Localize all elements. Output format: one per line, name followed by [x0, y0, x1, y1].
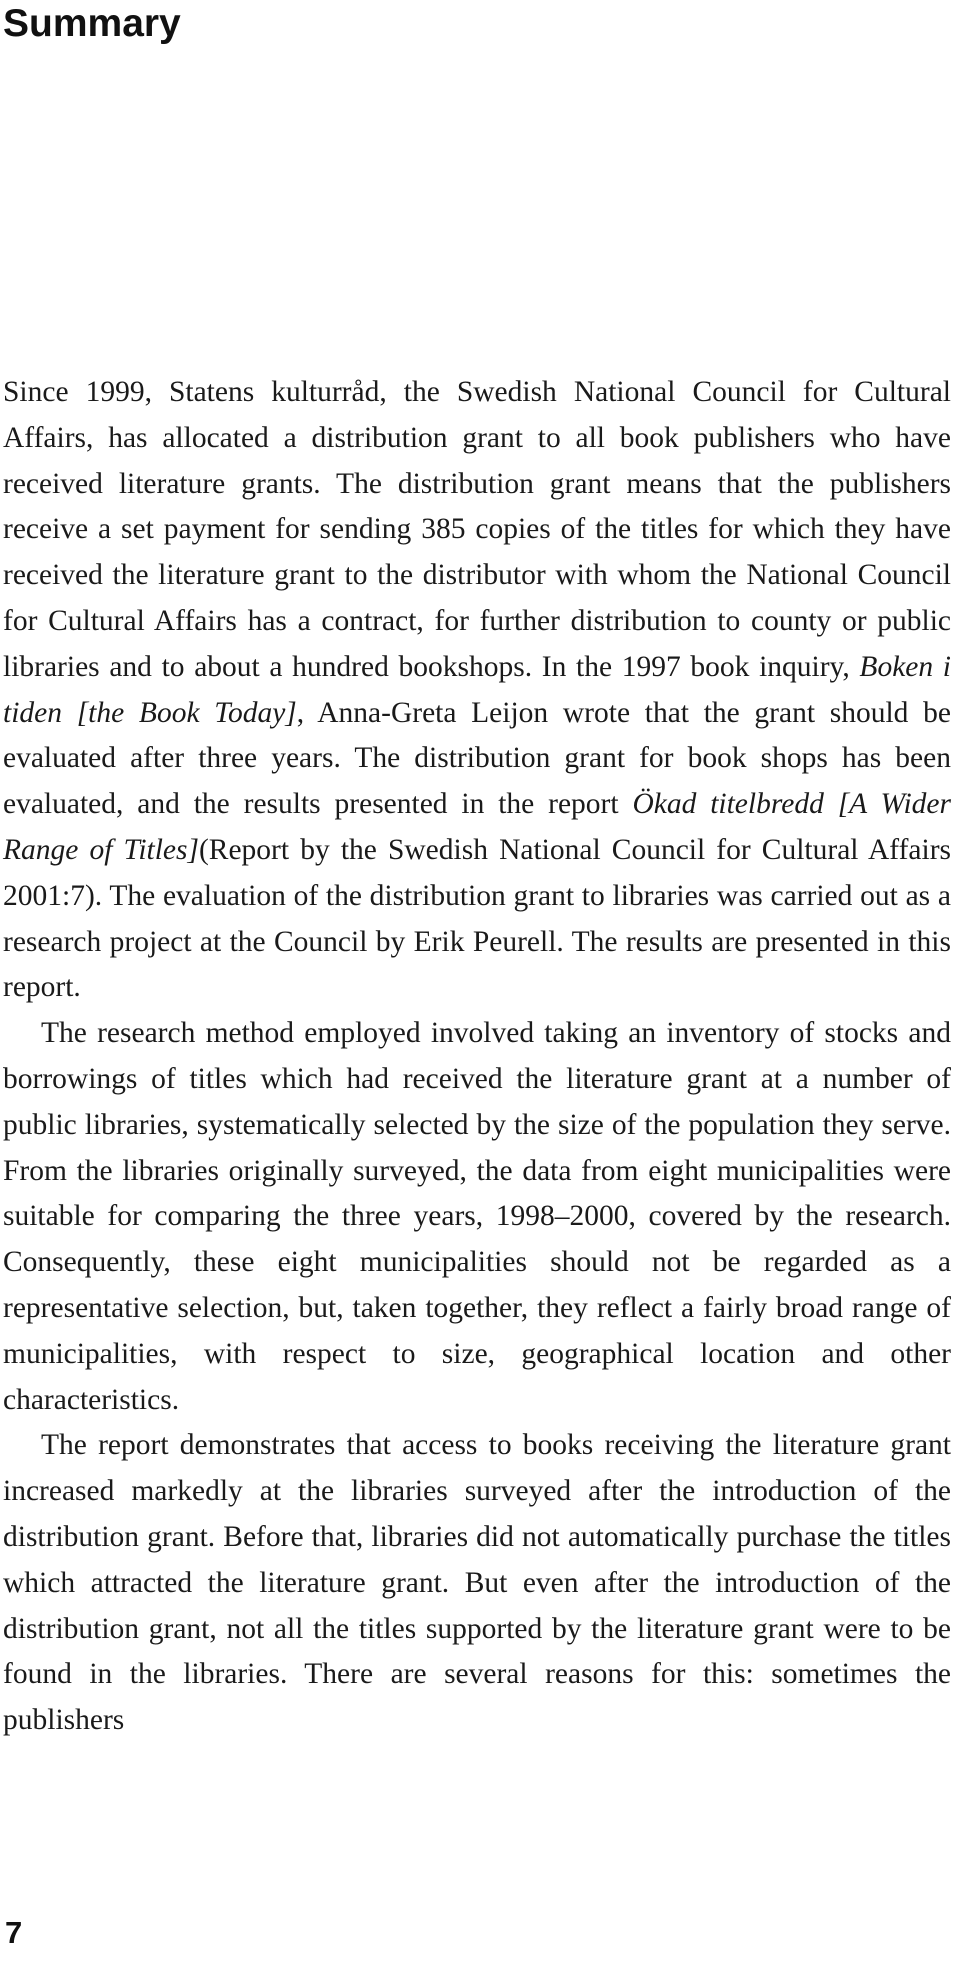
body-text — [3, 370, 951, 1744]
paragraph-2: The research method employed involved taking an inventory of stocks and borrowings of titles which had received the literature grant at a number of public libraries, systematically selected by the size of the population they serve. From the libraries originally surveyed, the data from eight municipalities were suitable for comparing the three years, 1998–2000, covered by the research. Consequently, these eight municipalities should not be regarded as a representative selection, but, taken together, they reflect a fairly broad range of municipalities, with respect to size, geographical location and other characteristics. — [3, 1017, 951, 1416]
paragraph-1-part-3: (Report by the Swedish National Council for Cultural Affairs 2001:7). The evaluation of the distribution grant to libraries was carried out as a research project at the Council by Erik Peurell. The results are presented in this report. — [3, 833, 951, 1004]
paragraph-1-part-1: Since 1999, Statens kulturråd, the Swedish National Council for Cultural Affairs, has allocated a distribution grant to all book publishers who have received literature grants. The distribution grant means that the publishers receive a set payment for sending 385 copies of the titles for which they have received the literature grant to the distributor with whom the National Council for Cultural Affairs has a contract, for further distribution to county or public libraries and to about a hundred bookshops. In the 1997 book inquiry, — [3, 376, 951, 683]
book-title-boken-i-tiden: Boken i tiden [the Book Today] — [3, 650, 951, 729]
paragraph-1-part-2: , Anna-Greta Leijon wrote that the grant should be evaluated after three years. The distribution grant for book shops has been evaluated, and the results presented in the report — [3, 696, 951, 821]
page-number: 7 — [5, 1915, 23, 1950]
report-title-okad-titelbredd: Ökad titelbredd [A Wider Range of Titles] — [3, 788, 951, 866]
paragraph-1 — [3, 370, 951, 1011]
page-heading: Summary — [3, 2, 181, 45]
paragraph-3: The report demonstrates that access to books receiving the literature grant increased markedly at the libraries surveyed after the introduction of the distribution grant. Before that, libraries did not automatically purchase the titles which attracted the literature grant. But even after the introduction of the distribution grant, not all the titles supported by the literature grant were to be found in the libraries. There are several reasons for this: sometimes the publishers — [3, 1429, 951, 1737]
